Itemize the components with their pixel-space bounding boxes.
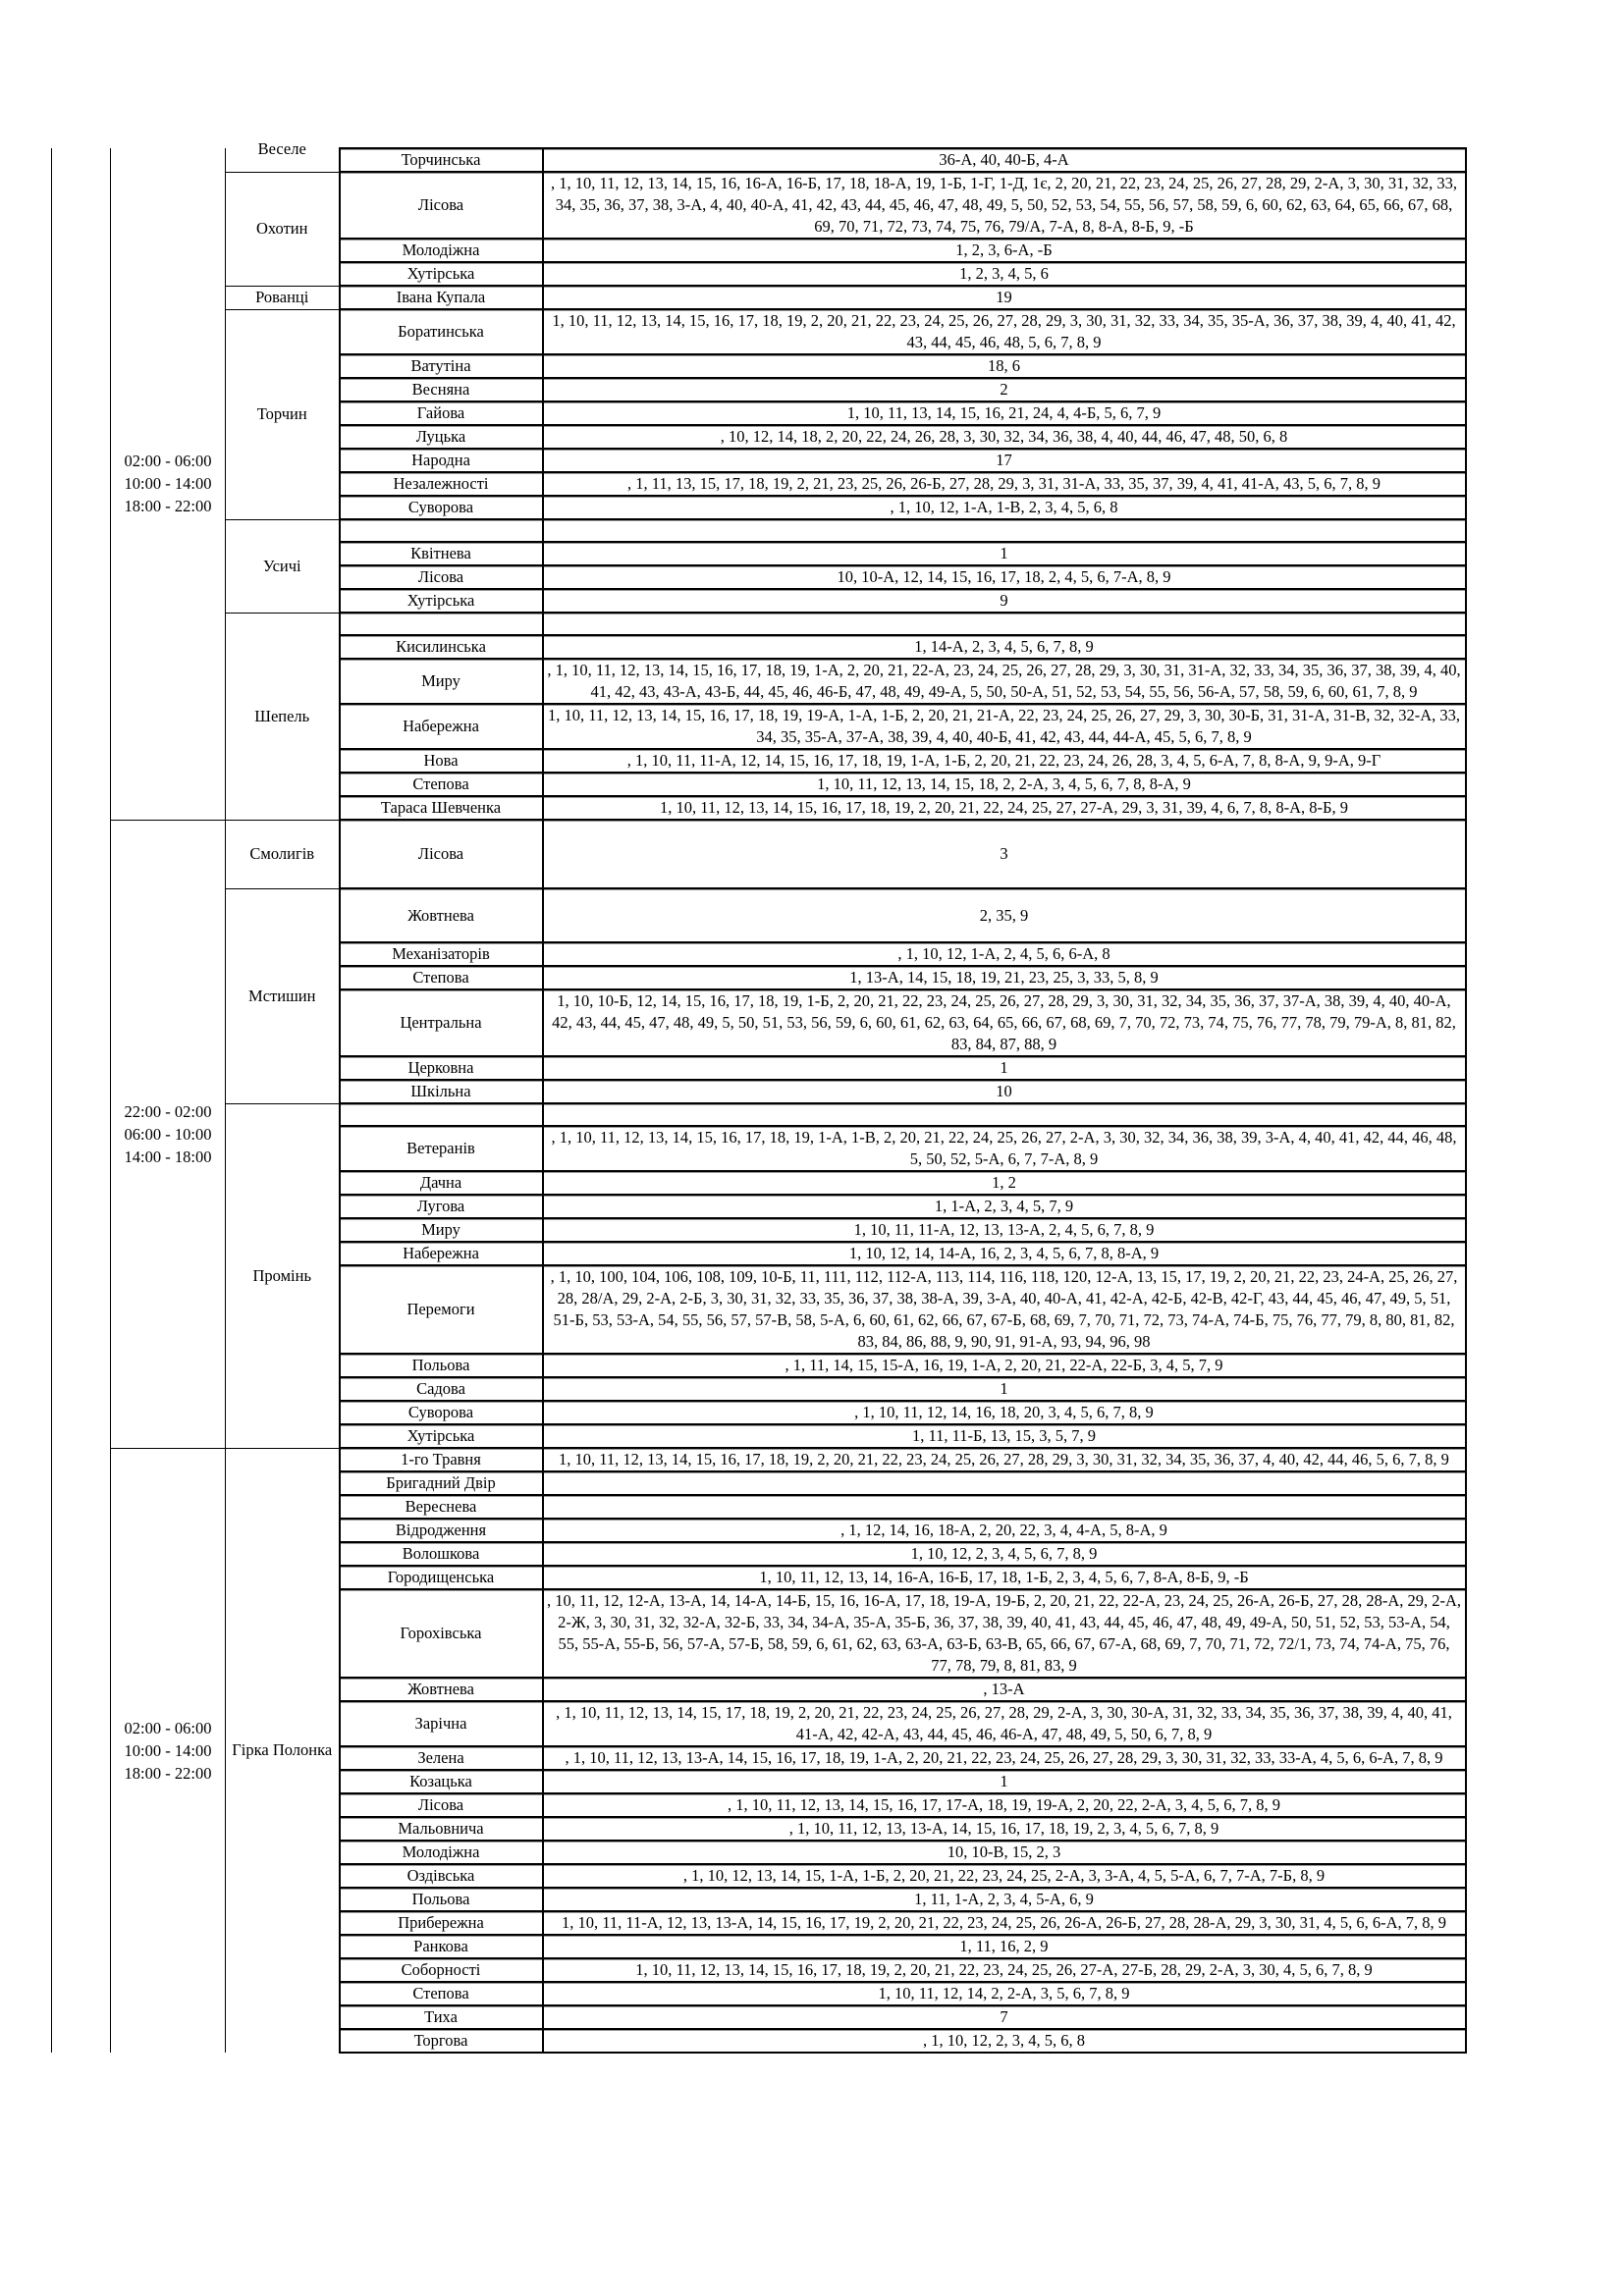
street-cell: Польова [340, 1888, 543, 1911]
house-numbers-cell [543, 519, 1466, 542]
street-cell: Шкільна [340, 1080, 543, 1103]
table-row [52, 1448, 1466, 1471]
house-numbers-cell: 1, 10, 11, 12, 13, 14, 15, 16, 17, 18, 19, 2, 20, 21, 22, 23, 24, 25, 26, 27-А, 27-Б, 28, 29, 2-А, 3, 30, 4, 5, 6, 7, 8, 9 [543, 1958, 1466, 1982]
street-cell: Хутірська [340, 1424, 543, 1448]
street-cell: Польова [340, 1354, 543, 1377]
street-cell: Народна [340, 449, 543, 472]
street-cell: Городищенська [340, 1566, 543, 1589]
house-numbers-cell: 1, 10, 11, 12, 14, 2, 2-А, 3, 5, 6, 7, 8, 9 [543, 1982, 1466, 2005]
street-cell: Хутірська [340, 262, 543, 286]
house-numbers-cell: 1, 11, 16, 2, 9 [543, 1935, 1466, 1958]
margin-column [52, 148, 111, 2053]
house-numbers-cell: 10, 10-В, 15, 2, 3 [543, 1841, 1466, 1864]
street-cell: Козацька [340, 1770, 543, 1793]
street-cell: Івана Купала [340, 286, 543, 309]
street-cell: Механізаторів [340, 942, 543, 966]
house-numbers-cell: 36-А, 40, 40-Б, 4-А [543, 148, 1466, 172]
house-numbers-cell: 1 [543, 1056, 1466, 1080]
street-cell: Степова [340, 1982, 543, 2005]
street-cell: Нова [340, 749, 543, 773]
street-cell: Торгова [340, 2029, 543, 2053]
street-cell: Лугова [340, 1195, 543, 1218]
street-cell: Мальовнича [340, 1817, 543, 1841]
village-cell: Рованці [226, 286, 340, 309]
street-cell: 1-го Травня [340, 1448, 543, 1471]
street-cell: Перемоги [340, 1265, 543, 1354]
street-cell: Садова [340, 1377, 543, 1401]
house-numbers-cell: , 1, 10, 100, 104, 106, 108, 109, 10-Б, 11, 111, 112, 112-А, 113, 114, 116, 118, 120, 12-А, 13, 15, 17, 19, 2, 20, 21, 22, 23, 24-А, 25, 26, 27, 28, 28/А, 29, 2-А, 2-Б, 3, 30, 31, 32, 33, 35, 36, 37, 38, 38-А, 39, 3-А, 40, 40-А, 41, 42-А, 42-Б, 42-В, 42-Г, 43, 44, 45, 46, 47, 49, 5, 51, 51-Б, 53, 53-А, 54, 55, 56, 57, 57-В, 58, 5-А, 6, 60, 61, 62, 66, 67, 67-Б, 68, 69, 7, 70, 71, 72, 73, 74-А, 74-Б, 75, 76, 77, 79, 8, 80, 81, 82, 83, 84, 86, 88, 9, 90, 91, 91-А, 93, 94, 96, 98 [543, 1265, 1466, 1354]
house-numbers-cell: , 1, 10, 12, 13, 14, 15, 1-А, 1-Б, 2, 20, 21, 22, 23, 24, 25, 2-А, 3, 3-А, 4, 5, 5-А, 6, 7, 7-А, 7-Б, 8, 9 [543, 1864, 1466, 1888]
village-cell: Мстишин [226, 888, 340, 1103]
street-cell: Суворова [340, 496, 543, 519]
street-cell: Ватутіна [340, 354, 543, 378]
house-numbers-cell: 9 [543, 589, 1466, 613]
street-cell: Лісова [340, 565, 543, 589]
house-numbers-cell: 1, 10, 12, 14, 14-А, 16, 2, 3, 4, 5, 6, 7, 8, 8-А, 9 [543, 1242, 1466, 1265]
house-numbers-cell: 10, 10-А, 12, 14, 15, 16, 17, 18, 2, 4, 5, 6, 7-А, 8, 9 [543, 565, 1466, 589]
street-cell: Весняна [340, 378, 543, 401]
street-cell: Ветеранів [340, 1126, 543, 1171]
street-cell: Оздівська [340, 1864, 543, 1888]
street-cell: Зелена [340, 1746, 543, 1770]
time-slots-cell: 02:00 - 06:00 10:00 - 14:00 18:00 - 22:00 [111, 148, 226, 820]
street-cell: Квітнева [340, 542, 543, 565]
house-numbers-cell: 1, 10, 11, 12, 13, 14, 16-А, 16-Б, 17, 18, 1-Б, 2, 3, 4, 5, 6, 7, 8-А, 8-Б, 9, -Б [543, 1566, 1466, 1589]
table-row [52, 148, 1466, 172]
house-numbers-cell: 7 [543, 2005, 1466, 2029]
table-row [52, 888, 1466, 942]
house-numbers-cell: , 1, 10, 12, 1-А, 1-В, 2, 3, 4, 5, 6, 8 [543, 496, 1466, 519]
house-numbers-cell: 1, 2, 3, 4, 5, 6 [543, 262, 1466, 286]
street-cell: Набережна [340, 1242, 543, 1265]
village-cell: Охотин [226, 172, 340, 286]
street-cell: Суворова [340, 1401, 543, 1424]
house-numbers-cell: , 1, 10, 11, 11-А, 12, 14, 15, 16, 17, 18, 19, 1-А, 1-Б, 2, 20, 21, 22, 23, 24, 26, 28, 3, 4, 5, 6-А, 7, 8, 8-А, 9, 9-А, 9-Г [543, 749, 1466, 773]
street-cell [340, 519, 543, 542]
outage-schedule-table [51, 139, 1467, 2054]
street-cell: Волошкова [340, 1542, 543, 1566]
house-numbers-cell: , 1, 10, 11, 12, 13, 14, 15, 16, 16-А, 16-Б, 17, 18, 18-А, 19, 1-Б, 1-Г, 1-Д, 1є, 2, 20, 21, 22, 23, 24, 25, 26, 27, 28, 29, 2-А, 3, 30, 31, 32, 33, 34, 35, 36, 37, 38, 3-А, 4, 40, 40-А, 41, 42, 43, 44, 45, 46, 47, 48, 49, 5, 50, 52, 53, 54, 55, 56, 57, 58, 59, 6, 60, 62, 63, 64, 65, 66, 67, 68, 69, 70, 71, 72, 73, 74, 75, 76, 79/А, 7-А, 8, 8-А, 8-Б, 9, -Б [543, 172, 1466, 239]
house-numbers-cell: 2, 35, 9 [543, 888, 1466, 942]
village-cell: Смолигів [226, 820, 340, 888]
house-numbers-cell: , 1, 10, 12, 2, 3, 4, 5, 6, 8 [543, 2029, 1466, 2053]
house-numbers-cell: 1, 10, 11, 12, 13, 14, 15, 16, 17, 18, 19, 2, 20, 21, 22, 23, 24, 25, 26, 27, 28, 29, 3, 30, 31, 32, 34, 35, 36, 37, 4, 40, 42, 44, 46, 5, 6, 7, 8, 9 [543, 1448, 1466, 1471]
street-cell: Степова [340, 773, 543, 796]
street-cell: Миру [340, 1218, 543, 1242]
village-cell [226, 139, 340, 172]
house-numbers-cell: , 10, 11, 12, 12-А, 13-А, 14, 14-А, 14-Б, 15, 16, 16-А, 17, 18, 19-А, 19-Б, 2, 20, 21, 22, 22-А, 23, 24, 25, 26-А, 26-Б, 27, 28, 28-А, 29, 2-А, 2-Ж, 3, 30, 31, 32, 32-А, 32-Б, 33, 34, 34-А, 35-А, 35-Б, 36, 37, 38, 39, 40, 41, 43, 44, 45, 46, 47, 48, 49, 49-А, 50, 51, 52, 53, 53-А, 54, 55, 55-А, 55-Б, 56, 57-А, 57-Б, 58, 59, 6, 61, 62, 63, 63-А, 63-Б, 63-В, 65, 66, 67, 67-А, 68, 69, 7, 70, 71, 72, 72/1, 73, 74, 74-А, 75, 76, 77, 78, 79, 8, 81, 83, 9 [543, 1589, 1466, 1678]
house-numbers-cell: 1, 11, 11-Б, 13, 15, 3, 5, 7, 9 [543, 1424, 1466, 1448]
street-cell: Жовтнева [340, 1678, 543, 1701]
table-row [52, 1103, 1466, 1126]
schedule-body [52, 139, 1466, 2053]
house-numbers-cell: , 1, 10, 11, 12, 13, 13-А, 14, 15, 16, 17, 18, 19, 2, 3, 4, 5, 6, 7, 8, 9 [543, 1817, 1466, 1841]
house-numbers-cell: , 10, 12, 14, 18, 2, 20, 22, 24, 26, 28, 3, 30, 32, 34, 36, 38, 4, 40, 44, 46, 47, 48, 50, 6, 8 [543, 425, 1466, 449]
house-numbers-cell: 1 [543, 1377, 1466, 1401]
house-numbers-cell: 1, 10, 11, 13, 14, 15, 16, 21, 24, 4, 4-Б, 5, 6, 7, 9 [543, 401, 1466, 425]
street-cell: Лісова [340, 172, 543, 239]
village-cell: Шепель [226, 613, 340, 820]
village-cell: Промінь [226, 1103, 340, 1448]
house-numbers-cell: 1, 10, 11, 12, 13, 14, 15, 18, 2, 2-А, 3, 4, 5, 6, 7, 8, 8-А, 9 [543, 773, 1466, 796]
house-numbers-cell [543, 613, 1466, 635]
house-numbers-cell: , 1, 11, 14, 15, 15-А, 16, 19, 1-А, 2, 20, 21, 22-А, 22-Б, 3, 4, 5, 7, 9 [543, 1354, 1466, 1377]
house-numbers-cell [543, 1495, 1466, 1519]
house-numbers-cell: , 1, 10, 11, 12, 13, 13-А, 14, 15, 16, 17, 18, 19, 1-А, 2, 20, 21, 22, 23, 24, 25, 26, 27, 28, 29, 3, 30, 31, 32, 33, 33-А, 4, 5, 6, 6-А, 7, 8, 9 [543, 1746, 1466, 1770]
table-row [52, 820, 1466, 888]
street-cell: Тараса Шевченка [340, 796, 543, 820]
house-numbers-cell: 1, 14-А, 2, 3, 4, 5, 6, 7, 8, 9 [543, 635, 1466, 659]
street-cell: Лісова [340, 820, 543, 888]
street-cell: Ранкова [340, 1935, 543, 1958]
table-row [52, 613, 1466, 635]
house-numbers-cell: , 1, 10, 11, 12, 13, 14, 15, 17, 18, 19, 2, 20, 21, 22, 23, 24, 25, 26, 27, 28, 29, 2-А, 3, 30, 30-А, 31, 32, 33, 34, 35, 36, 37, 38, 39, 4, 40, 41, 41-А, 42, 42-А, 43, 44, 45, 46, 46-А, 47, 48, 49, 5, 50, 6, 7, 8, 9 [543, 1701, 1466, 1746]
time-slots-cell: 02:00 - 06:00 10:00 - 14:00 18:00 - 22:00 [111, 1448, 226, 2053]
street-cell: Церковна [340, 1056, 543, 1080]
house-numbers-cell: 1 [543, 542, 1466, 565]
street-cell: Степова [340, 966, 543, 989]
house-numbers-cell: 1, 1-А, 2, 3, 4, 5, 7, 9 [543, 1195, 1466, 1218]
table-row [52, 286, 1466, 309]
house-numbers-cell: 1, 11, 1-А, 2, 3, 4, 5-А, 6, 9 [543, 1888, 1466, 1911]
village-name: Веселе [257, 139, 306, 158]
street-cell: Боратинська [340, 309, 543, 354]
table-row [52, 519, 1466, 542]
house-numbers-cell: 1, 2 [543, 1171, 1466, 1195]
street-cell: Тиха [340, 2005, 543, 2029]
house-numbers-cell: , 13-А [543, 1678, 1466, 1701]
house-numbers-cell: , 1, 11, 13, 15, 17, 18, 19, 2, 21, 23, 25, 26, 26-Б, 27, 28, 29, 3, 31, 31-А, 33, 35, 37, 39, 4, 41, 41-А, 43, 5, 6, 7, 8, 9 [543, 472, 1466, 496]
house-numbers-cell: 10 [543, 1080, 1466, 1103]
street-cell: Лісова [340, 1793, 543, 1817]
house-numbers-cell: 18, 6 [543, 354, 1466, 378]
house-numbers-cell: 19 [543, 286, 1466, 309]
house-numbers-cell: , 1, 10, 12, 1-А, 2, 4, 5, 6, 6-А, 8 [543, 942, 1466, 966]
table-row [52, 172, 1466, 239]
house-numbers-cell [543, 1471, 1466, 1495]
street-cell: Миру [340, 659, 543, 704]
house-numbers-cell: 17 [543, 449, 1466, 472]
village-cell: Гірка Полонка [226, 1448, 340, 2053]
street-cell: Прибережна [340, 1911, 543, 1935]
house-numbers-cell: , 1, 10, 11, 12, 14, 16, 18, 20, 3, 4, 5, 6, 7, 8, 9 [543, 1401, 1466, 1424]
house-numbers-cell: 1, 10, 11, 11-А, 12, 13, 13-А, 2, 4, 5, 6, 7, 8, 9 [543, 1218, 1466, 1242]
house-numbers-cell: 1, 10, 10-Б, 12, 14, 15, 16, 17, 18, 19, 1-Б, 2, 20, 21, 22, 23, 24, 25, 26, 27, 28, 29, 3, 30, 31, 32, 34, 35, 36, 37, 37-А, 38, 39, 4, 40, 40-А, 42, 43, 44, 45, 47, 48, 49, 5, 50, 51, 53, 56, 59, 6, 60, 61, 62, 63, 64, 65, 66, 67, 68, 69, 7, 70, 72, 73, 74, 75, 76, 77, 78, 79, 79-А, 8, 81, 82, 83, 84, 87, 88, 9 [543, 989, 1466, 1056]
street-cell: Луцька [340, 425, 543, 449]
street-cell [340, 1103, 543, 1126]
street-cell: Дачна [340, 1171, 543, 1195]
table-row [52, 309, 1466, 354]
street-cell: Вереснева [340, 1495, 543, 1519]
house-numbers-cell: 1, 10, 11, 12, 13, 14, 15, 16, 17, 18, 19, 19-А, 1-А, 1-Б, 2, 20, 21, 21-А, 22, 23, 24, 25, 26, 27, 29, 3, 30, 30-Б, 31, 31-А, 31-В, 32, 32-А, 33, 34, 35, 35-А, 37-А, 38, 39, 4, 40, 40-Б, 41, 42, 43, 44, 44-А, 45, 5, 6, 7, 8, 9 [543, 704, 1466, 749]
street-cell: Бригадний Двір [340, 1471, 543, 1495]
house-numbers-cell: , 1, 10, 11, 12, 13, 14, 15, 16, 17, 18, 19, 1-А, 1-В, 2, 20, 21, 22, 24, 25, 26, 27, 2-А, 3, 30, 32, 34, 36, 38, 39, 3-А, 4, 40, 41, 42, 44, 46, 48, 5, 50, 52, 5-А, 6, 7, 7-А, 8, 9 [543, 1126, 1466, 1171]
house-numbers-cell: , 1, 10, 11, 12, 13, 14, 15, 16, 17, 18, 19, 1-А, 2, 20, 21, 22-А, 23, 24, 25, 26, 27, 28, 29, 3, 30, 31, 31-А, 32, 33, 34, 35, 36, 37, 38, 39, 4, 40, 41, 42, 43, 43-А, 43-Б, 44, 45, 46, 46-Б, 47, 48, 49, 49-А, 5, 50, 50-А, 51, 52, 53, 54, 55, 56, 56-А, 57, 58, 59, 6, 60, 61, 7, 8, 9 [543, 659, 1466, 704]
street-cell: Жовтнева [340, 888, 543, 942]
street-cell: Соборності [340, 1958, 543, 1982]
street-cell: Молодіжна [340, 1841, 543, 1864]
village-cell: Торчин [226, 309, 340, 519]
street-cell: Молодіжна [340, 239, 543, 262]
street-cell: Горохівська [340, 1589, 543, 1678]
house-numbers-cell: , 1, 12, 14, 16, 18-А, 2, 20, 22, 3, 4, 4-А, 5, 8-А, 9 [543, 1519, 1466, 1542]
street-cell: Незалежності [340, 472, 543, 496]
street-cell [340, 613, 543, 635]
house-numbers-cell: 1, 2, 3, 6-А, -Б [543, 239, 1466, 262]
house-numbers-cell: 2 [543, 378, 1466, 401]
house-numbers-cell: 1, 10, 12, 2, 3, 4, 5, 6, 7, 8, 9 [543, 1542, 1466, 1566]
street-cell: Кисилинська [340, 635, 543, 659]
street-cell: Зарічна [340, 1701, 543, 1746]
street-cell: Хутірська [340, 589, 543, 613]
time-slots-cell: 22:00 - 02:00 06:00 - 10:00 14:00 - 18:00 [111, 820, 226, 1448]
house-numbers-cell: 1, 10, 11, 12, 13, 14, 15, 16, 17, 18, 19, 2, 20, 21, 22, 23, 24, 25, 26, 27, 28, 29, 3, 30, 31, 32, 33, 34, 35, 35-А, 36, 37, 38, 39, 4, 40, 41, 42, 43, 44, 45, 46, 48, 5, 6, 7, 8, 9 [543, 309, 1466, 354]
street-cell: Центральна [340, 989, 543, 1056]
house-numbers-cell: 1, 13-А, 14, 15, 18, 19, 21, 23, 25, 3, 33, 5, 8, 9 [543, 966, 1466, 989]
street-cell: Відродження [340, 1519, 543, 1542]
house-numbers-cell: 1, 10, 11, 11-А, 12, 13, 13-А, 14, 15, 16, 17, 19, 2, 20, 21, 22, 23, 24, 25, 26, 26-А, 26-Б, 27, 28, 28-А, 29, 3, 30, 31, 4, 5, 6, 6-А, 7, 8, 9 [543, 1911, 1466, 1935]
house-numbers-cell: 3 [543, 820, 1466, 888]
house-numbers-cell: 1, 10, 11, 12, 13, 14, 15, 16, 17, 18, 19, 2, 20, 21, 22, 24, 25, 27, 27-А, 29, 3, 31, 39, 4, 6, 7, 8, 8-А, 8-Б, 9 [543, 796, 1466, 820]
street-cell: Набережна [340, 704, 543, 749]
house-numbers-cell [543, 1103, 1466, 1126]
house-numbers-cell: , 1, 10, 11, 12, 13, 14, 15, 16, 17, 17-А, 18, 19, 19-А, 2, 20, 22, 2-А, 3, 4, 5, 6, 7, 8, 9 [543, 1793, 1466, 1817]
village-cell: Усичі [226, 519, 340, 613]
street-cell: Торчинська [340, 148, 543, 172]
street-cell: Гайова [340, 401, 543, 425]
house-numbers-cell: 1 [543, 1770, 1466, 1793]
